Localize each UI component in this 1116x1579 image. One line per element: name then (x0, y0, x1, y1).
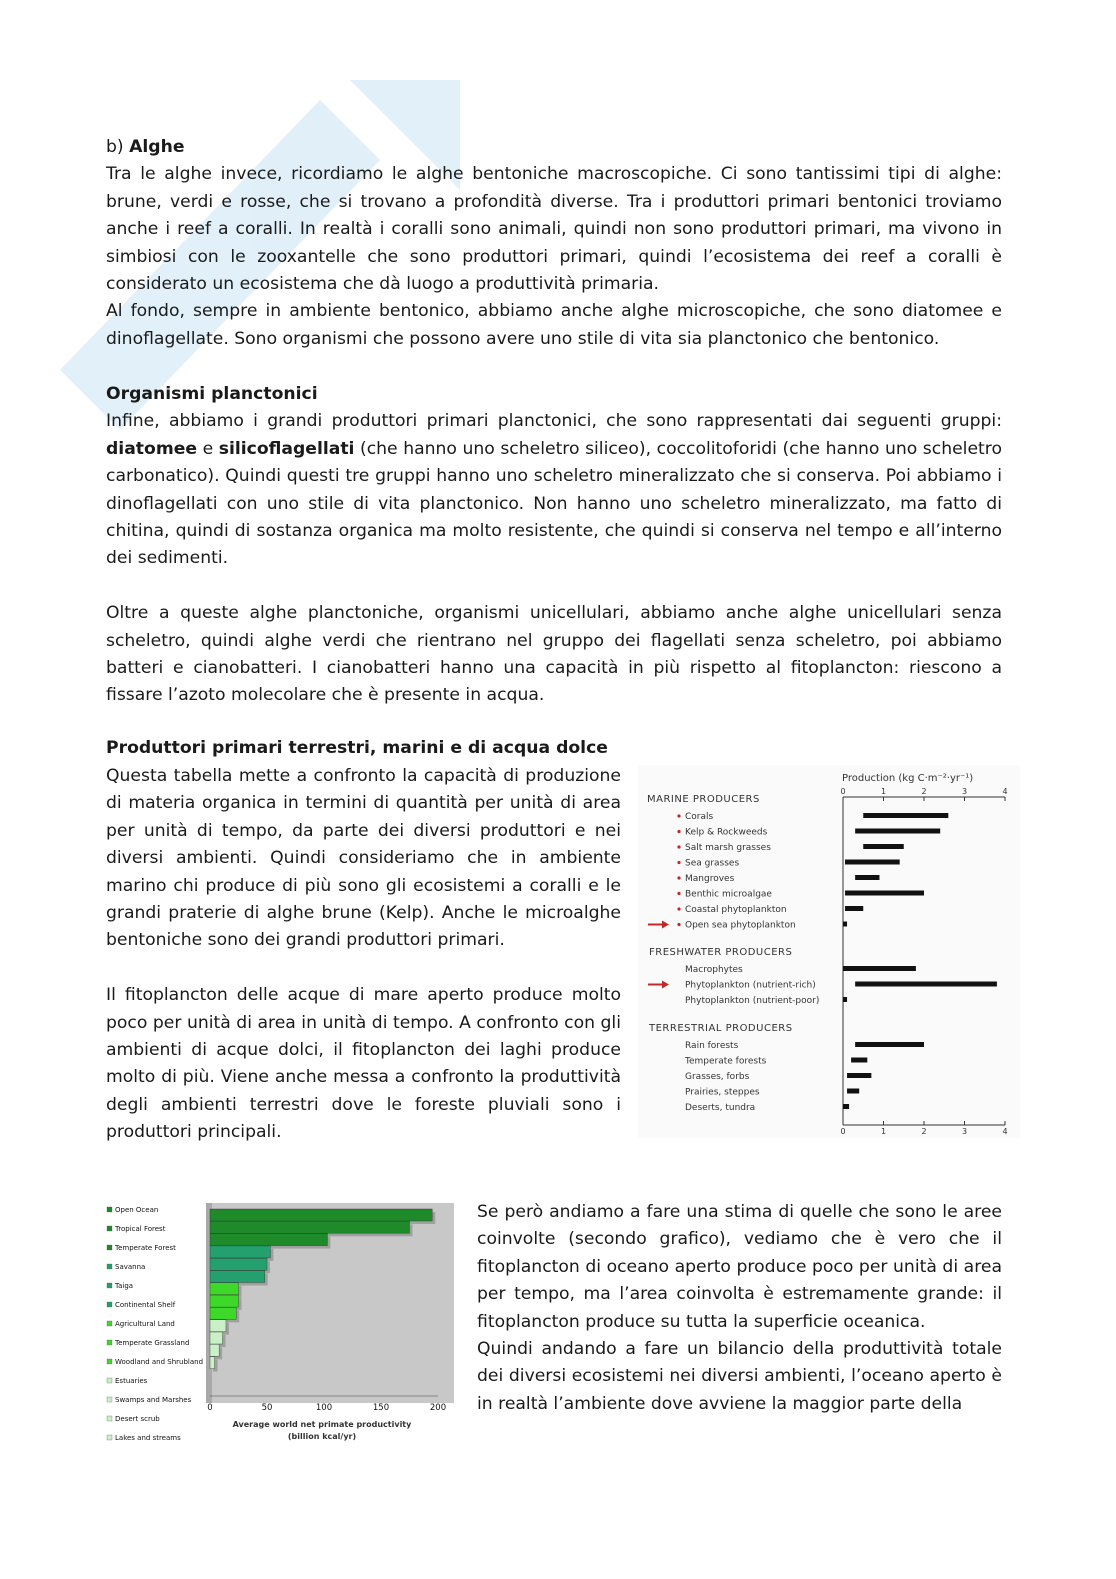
paragraph: Il fitoplancton delle acque di mare aperto produce molto poco per unità di area in unità di tempo. A confronto con gli ambienti di acque dolci, il fitoplancton dei laghi produce molto di più. Viene anche messa a confronto la produttività degli ambienti terrestri dove le foreste pluviali sono i produttori principali. (106, 985, 621, 1143)
legend-swatch (107, 1245, 112, 1250)
legend-swatch (107, 1264, 112, 1269)
text-run: Infine, abbiamo i grandi produttori primari planctonici, che sono rappresentati dai seguenti gruppi: (106, 411, 1002, 432)
section-produttori-right (477, 1199, 1002, 1418)
section-alghe (106, 134, 1002, 353)
range-bar-prairies-steppes (847, 1089, 859, 1094)
bar-savanna (210, 1246, 270, 1258)
range-bar-temperate-forests (851, 1058, 867, 1063)
bar-swamps-and-marshes (210, 1332, 223, 1344)
legend-label-temperate-forest: Temperate Forest (115, 1244, 176, 1252)
production-chart (638, 765, 1020, 1138)
x-tick-label-top: 3 (961, 787, 968, 796)
x-tick-label-bottom: 4 (1002, 1127, 1008, 1136)
section-plancton (106, 381, 1002, 710)
bullet-dot (677, 876, 680, 879)
x-tick-label-bottom: 1 (880, 1127, 887, 1136)
range-bar-rain-forests (855, 1042, 924, 1047)
legend-swatch (107, 1207, 112, 1212)
row-label-sea-grasses: Sea grasses (685, 858, 740, 869)
row-label-temperate-forests: Temperate forests (685, 1056, 767, 1067)
row-label-phytoplankton-nutrient-rich: Phytoplankton (nutrient-rich) (685, 980, 816, 991)
row-label-salt-marsh-grasses: Salt marsh grasses (685, 843, 771, 853)
paragraph (106, 408, 1002, 572)
row-label-mangroves: Mangroves (685, 874, 735, 884)
section-heading-plancton: Organismi planctonici (106, 384, 318, 404)
row-label-benthic-microalgae: Benthic microalgae (685, 889, 772, 900)
heading-title: Alghe (129, 137, 185, 157)
paragraph: Se però andiamo a fare una stima di quelle che sono le aree coinvolte (secondo grafico), vediamo che è vero che il fitoplancton di oceano aperto produce poco per unità di area per tempo, ma l’area coinvolta è estremamente grande: il fitoplancton produce su tutta la superficie oceanica. (477, 1202, 1002, 1332)
legend-swatch (107, 1340, 112, 1345)
section-produttori-left (106, 763, 621, 1147)
range-bar-mangroves (855, 875, 879, 880)
section-produttori-heading (106, 735, 1002, 762)
legend-label-temperate-grassland: Temperate Grassland (115, 1339, 190, 1347)
legend-label-agricultural-land: Agricultural Land (115, 1320, 175, 1328)
legend-swatch (107, 1397, 112, 1402)
highlight-arrow-head (662, 981, 669, 989)
legend-swatch (107, 1302, 112, 1307)
x-tick-label: 0 (207, 1403, 213, 1413)
bullet-dot (677, 845, 680, 848)
productivity-chart-svg (104, 1200, 456, 1448)
paragraph: Al fondo, sempre in ambiente bentonico, abbiamo anche alghe microscopiche, che sono diatomee e dinoflagellate. Sono organismi che possono avere uno stile di vita sia planctonico che bentonico. (106, 301, 1002, 349)
x-tick-label-top: 0 (840, 787, 846, 796)
row-label-macrophytes: Macrophytes (685, 965, 743, 975)
range-bar-grasses-forbs (847, 1073, 871, 1078)
range-bar-deserts-tundra (843, 1104, 849, 1109)
range-bar-phytoplankton-nutrient-poor (843, 997, 847, 1002)
legend-swatch (107, 1226, 112, 1231)
bullet-dot (677, 907, 680, 910)
x-tick-label-top: 2 (921, 787, 927, 796)
bold-term: diatomee (106, 438, 198, 459)
legend-label-open-ocean: Open Ocean (115, 1206, 159, 1214)
x-tick-label-bottom: 2 (921, 1127, 927, 1136)
bar-temperate-grassland (210, 1295, 239, 1307)
legend-swatch (107, 1416, 112, 1421)
range-bar-corals (863, 813, 948, 818)
heading-prefix: b) (106, 137, 130, 157)
highlight-arrow-head (662, 921, 669, 929)
legend-label-tropical-forest: Tropical Forest (115, 1225, 166, 1233)
chart-title: Production (kg C·m⁻²·yr⁻¹) (842, 773, 974, 784)
bar-lakes-and-streams (210, 1357, 215, 1369)
range-bar-sea-grasses (845, 860, 900, 865)
paragraph: Questa tabella mette a confronto la capacità di produzione di materia organica in termini di quantità per unità di area per unità di tempo, da parte dei diversi produttori e nei diversi ambienti. Quindi consideriamo che in ambiente marino chi produce di più sono gli ecosistemi a coralli e le grandi praterie di alghe brune (Kelp). Anche le microalghe bentoniche sono dei grandi produttori primari. (106, 766, 621, 951)
row-label-deserts-tundra: Deserts, tundra (685, 1103, 756, 1113)
x-axis-label-unit: (billion kcal/yr) (287, 1432, 357, 1441)
legend-swatch (107, 1435, 112, 1440)
legend-label-swamps-and-marshes: Swamps and Marshes (115, 1396, 192, 1404)
legend-swatch (107, 1283, 112, 1288)
row-label-corals: Corals (685, 812, 714, 822)
group-heading: MARINE PRODUCERS (647, 794, 760, 805)
bullet-dot (677, 814, 680, 817)
bar-temperate-forest (210, 1234, 327, 1246)
legend-label-taiga: Taiga (115, 1282, 134, 1290)
row-label-coastal-phytoplankton: Coastal phytoplankton (685, 905, 787, 915)
legend-swatch (107, 1321, 112, 1326)
x-tick-label: 150 (372, 1403, 390, 1413)
bullet-dot (677, 830, 680, 833)
text-run: e (197, 438, 219, 459)
range-bar-salt-marsh-grasses (863, 844, 904, 849)
x-tick-label: 50 (261, 1403, 273, 1413)
x-tick-label: 100 (315, 1403, 333, 1413)
bullet-dot (677, 923, 680, 926)
row-label-prairies-steppes: Prairies, steppes (685, 1087, 760, 1098)
group-heading: FRESHWATER PRODUCERS (649, 947, 793, 958)
bar-open-ocean (210, 1209, 432, 1221)
legend-label-continental-shelf: Continental Shelf (115, 1301, 176, 1309)
bar-taiga (210, 1258, 267, 1270)
legend-swatch (107, 1378, 112, 1383)
paragraph: Quindi andando a fare un bilancio della produttività totale dei diversi ecosistemi nei diversi ambienti, l’oceano aperto è in realtà l’ambiente dove avviene la maggior parte della (477, 1339, 1002, 1414)
x-tick-label-top: 1 (880, 787, 887, 796)
bar-tropical-forest (210, 1221, 410, 1233)
production-chart-svg (638, 765, 1020, 1138)
legend-swatch (107, 1359, 112, 1364)
bold-term: silicoflagellati (218, 438, 355, 459)
legend-label-savanna: Savanna (115, 1263, 146, 1271)
bar-estuaries (210, 1320, 226, 1332)
paragraph: Oltre a queste alghe planctoniche, organismi unicellulari, abbiamo anche alghe unicellulari senza scheletro, quindi alghe verdi che rientrano nel gruppo dei flagellati senza scheletro, poi abbiamo batteri e cianobatteri. I cianobatteri hanno una capacità in più rispetto al fitoplancton: riescono a fissare l’azoto molecolare che è presente in acqua. (106, 603, 1002, 706)
row-label-rain-forests: Rain forests (685, 1041, 739, 1051)
range-bar-open-sea-phytoplankton (843, 922, 847, 927)
section-heading-alghe (106, 134, 1002, 161)
range-bar-phytoplankton-nutrient-rich (855, 982, 997, 987)
bar-woodland-and-shrubland (210, 1307, 236, 1319)
range-bar-kelp-rockweeds (855, 829, 940, 834)
x-axis-label: Average world net primate productivity (232, 1420, 412, 1429)
legend-label-estuaries: Estuaries (115, 1377, 148, 1385)
x-tick-label: 200 (429, 1403, 447, 1413)
paragraph: Tra le alghe invece, ricordiamo le alghe bentoniche macroscopiche. Ci sono tantissimi tipi di alghe: brune, verdi e rosse, che si trovano a profondità diverse. Tra i produttori primari bentonici troviamo anche i reef a coralli. In realtà i coralli sono animali, quindi non sono produttori primari, ma vivono in simbiosi con le zooxantelle che sono produttori primari, quindi l’ecosistema dei reef a coralli è considerato un ecosistema che dà luogo a produttività primaria. (106, 164, 1002, 295)
legend-label-woodland-and-shrubland: Woodland and Shrubland (115, 1358, 204, 1366)
bar-agricultural-land (210, 1283, 239, 1295)
bar-desert-scrub (210, 1344, 219, 1356)
legend-label-desert-scrub: Desert scrub (115, 1415, 160, 1423)
bar-continental-shelf (210, 1271, 265, 1283)
range-bar-macrophytes (843, 966, 916, 971)
legend-label-lakes-and-streams: Lakes and streams (115, 1434, 181, 1442)
x-tick-label-bottom: 0 (840, 1127, 846, 1136)
bullet-dot (677, 892, 680, 895)
section-heading-produttori: Produttori primari terrestri, marini e di acqua dolce (106, 738, 608, 758)
text-run: (che hanno uno scheletro siliceo), coccolitoforidi (che hanno uno scheletro carbonatico). Quindi questi tre gruppi hanno uno scheletro mineralizzato che si conserva. Poi abbiamo i dinoflagellati con uno stile di vita planctonico. Non hanno uno scheletro mineralizzato, ma fatto di chitina, quindi di sostanza organica ma molto resistente, che quindi si conserva nel tempo e all’interno dei sedimenti. (106, 438, 1002, 569)
group-heading: TERRESTRIAL PRODUCERS (649, 1023, 793, 1034)
range-bar-benthic-microalgae (845, 891, 924, 896)
x-tick-label-bottom: 3 (961, 1127, 968, 1136)
row-label-kelp-rockweeds: Kelp & Rockweeds (685, 827, 768, 838)
bullet-dot (677, 861, 680, 864)
row-label-phytoplankton-nutrient-poor: Phytoplankton (nutrient-poor) (685, 996, 820, 1006)
x-tick-label-top: 4 (1002, 787, 1008, 796)
row-label-open-sea-phytoplankton: Open sea phytoplankton (685, 920, 796, 931)
row-label-grasses-forbs: Grasses, forbs (685, 1072, 750, 1082)
range-bar-coastal-phytoplankton (845, 906, 863, 911)
productivity-chart (104, 1200, 456, 1448)
